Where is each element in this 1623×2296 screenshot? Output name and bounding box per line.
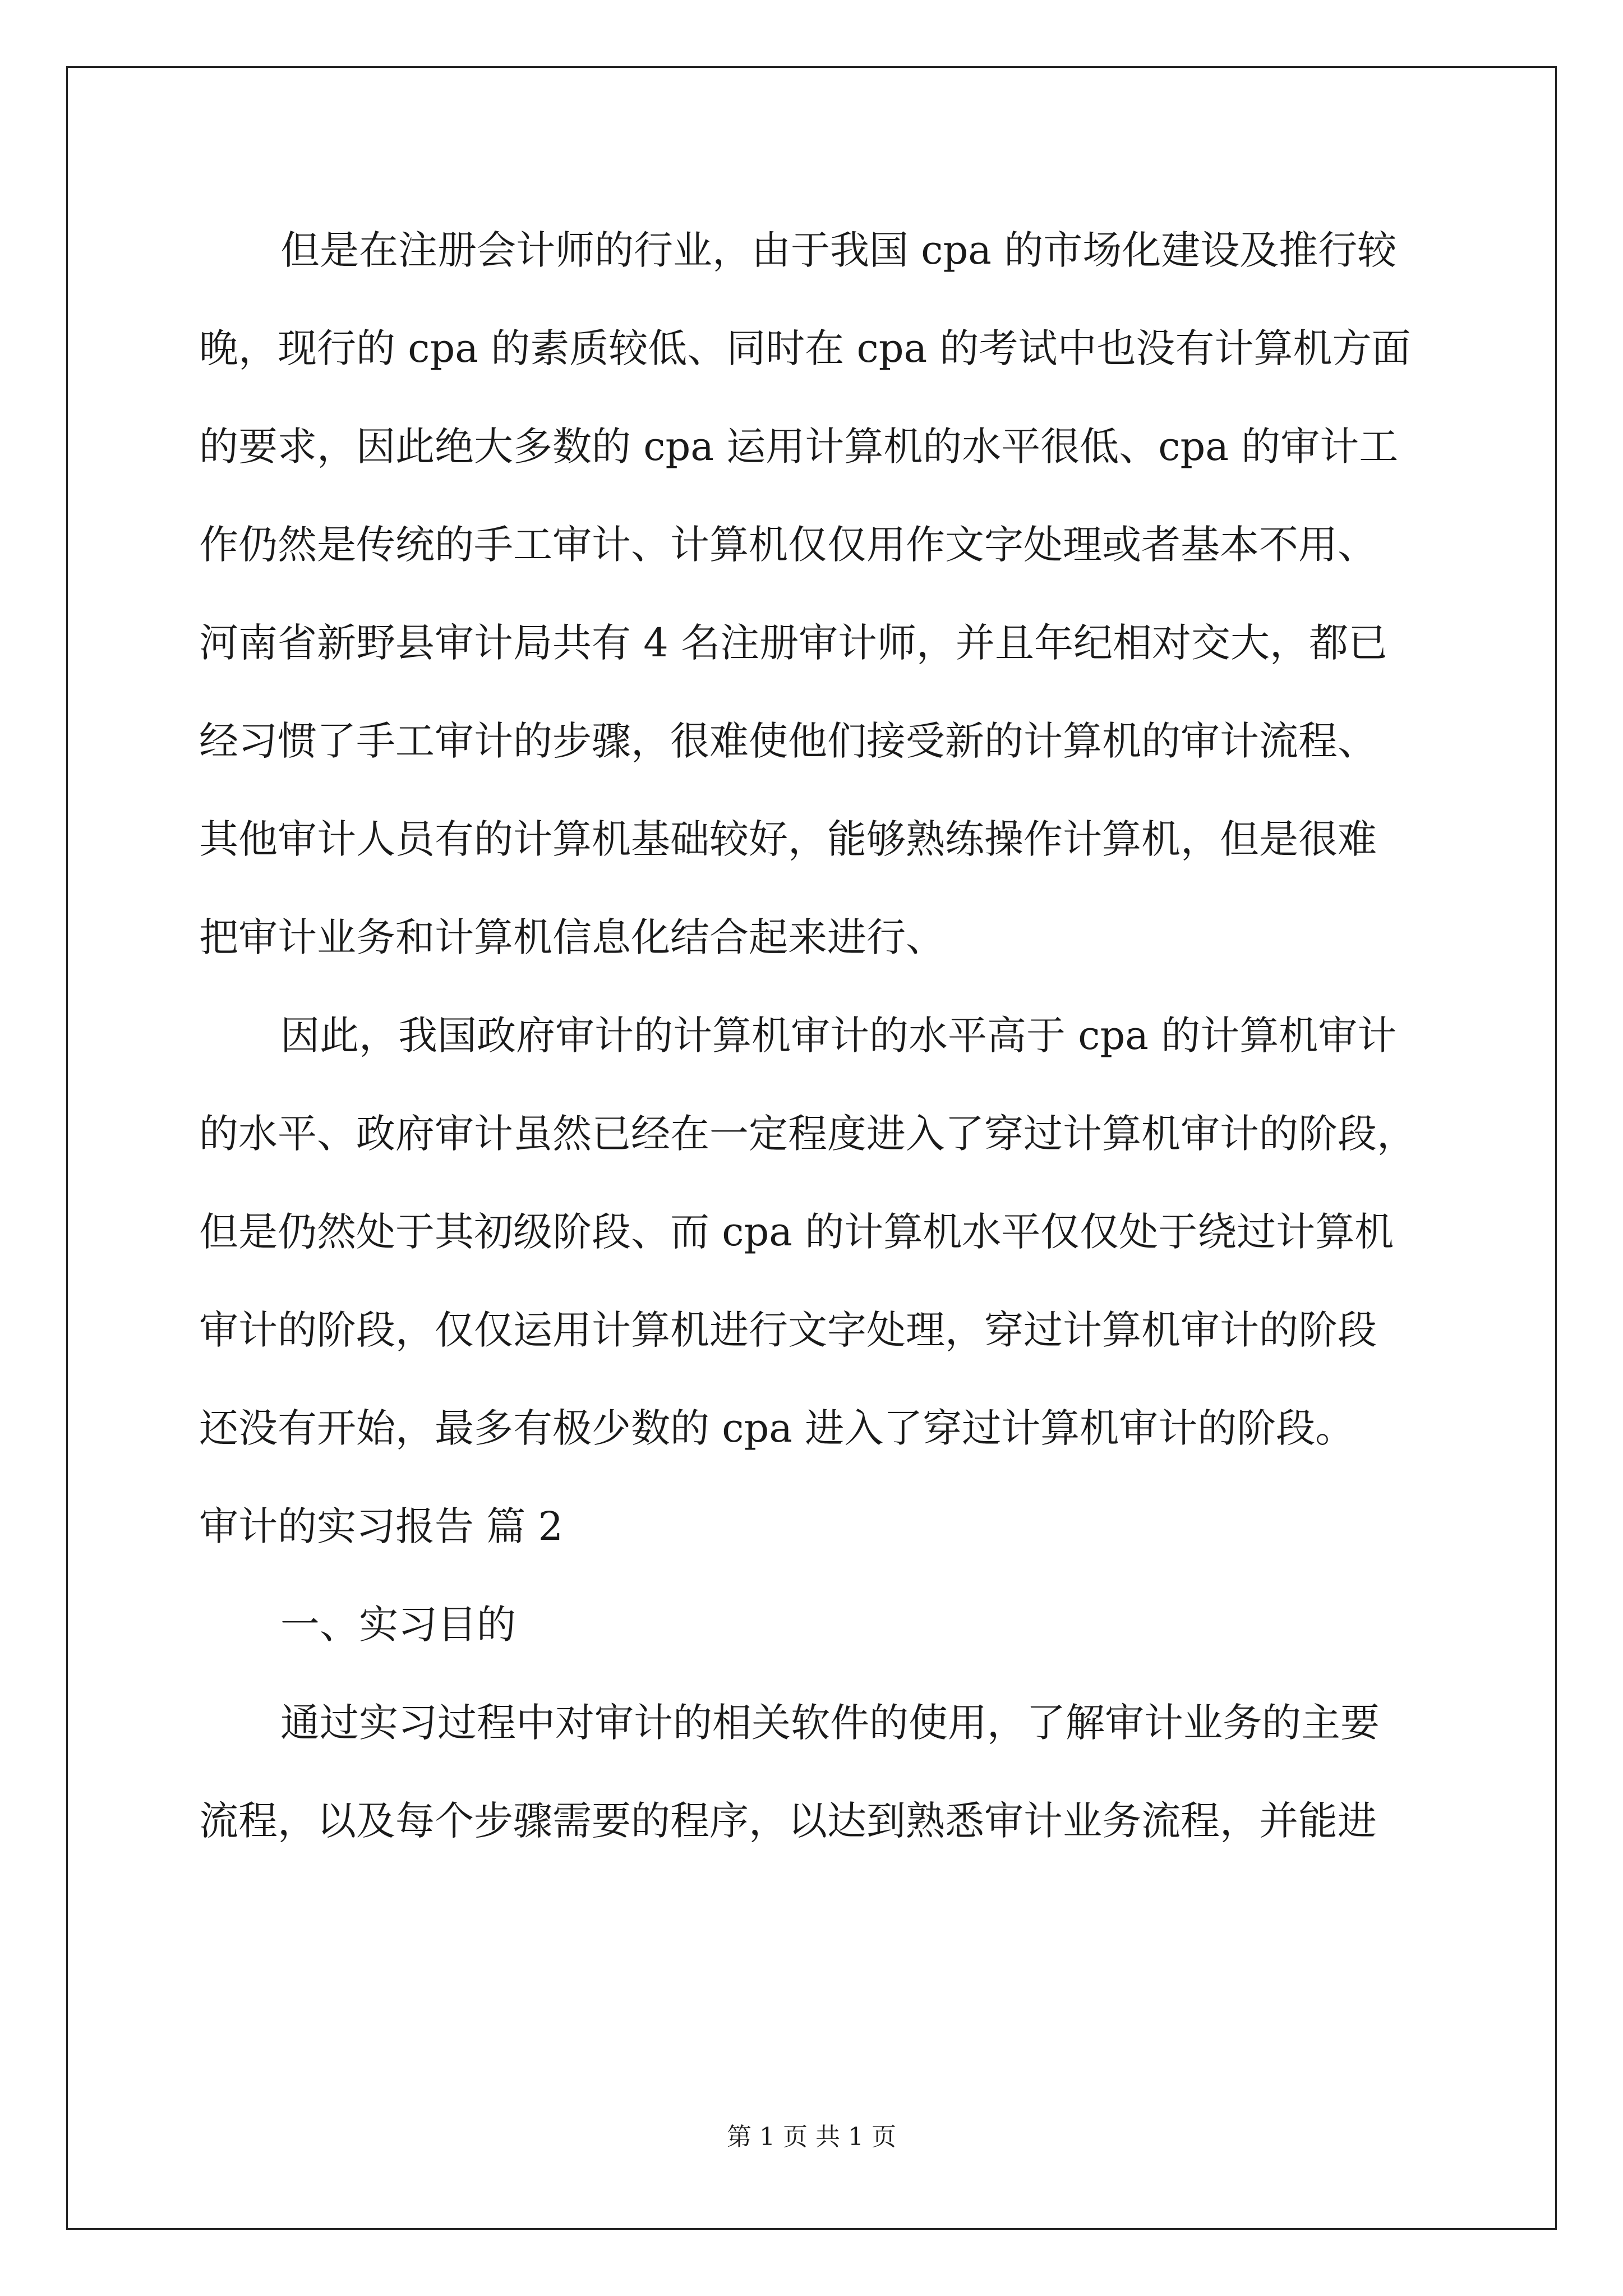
paragraph-line: 的水平、政府审计虽然已经在一定程度进入了穿过计算机审计的阶段， <box>199 1111 1416 1157</box>
paragraph-line: 把审计业务和计算机信息化结合起来进行、 <box>199 914 945 960</box>
paragraph-line: 经习惯了手工审计的步骤，很难使他们接受新的计算机的审计流程、 <box>199 718 1377 764</box>
paragraph-line: 晚，现行的 cpa 的素质较低、同时在 cpa 的考试中也没有计算机方面 <box>199 325 1411 371</box>
paragraph-line: 的要求，因此绝大多数的 cpa 运用计算机的水平很低、cpa 的审计工 <box>199 424 1399 470</box>
section-title: 审计的实习报告 篇 2 <box>199 1503 564 1549</box>
paragraph-line: 还没有开始，最多有极少数的 cpa 进入了穿过计算机审计的阶段。 <box>199 1405 1355 1451</box>
paragraph-line: 河南省新野县审计局共有 4 名注册审计师，并且年纪相对交大，都已 <box>199 620 1388 666</box>
paragraph-line: 通过实习过程中对审计的相关软件的使用，了解审计业务的主要 <box>280 1700 1380 1746</box>
paragraph-line: 作仍然是传统的手工审计、计算机仅仅用作文字处理或者基本不用、 <box>199 522 1377 568</box>
paragraph-line: 其他审计人员有的计算机基础较好，能够熟练操作计算机，但是很难 <box>199 816 1377 862</box>
paragraph-line: 因此，我国政府审计的计算机审计的水平高于 cpa 的计算机审计 <box>280 1013 1397 1059</box>
page-footer: 第 1 页 共 1 页 <box>727 2123 896 2151</box>
paragraph-line: 但是在注册会计师的行业，由于我国 cpa 的市场化建设及推行较 <box>280 227 1397 273</box>
paragraph-line: 流程，以及每个步骤需要的程序，以达到熟悉审计业务流程，并能进 <box>199 1798 1377 1844</box>
paragraph-line: 但是仍然处于其初级阶段、而 cpa 的计算机水平仅仅处于绕过计算机 <box>199 1209 1394 1255</box>
subheading: 一、实习目的 <box>280 1602 516 1648</box>
paragraph-line: 审计的阶段，仅仅运用计算机进行文字处理，穿过计算机审计的阶段 <box>199 1307 1377 1353</box>
